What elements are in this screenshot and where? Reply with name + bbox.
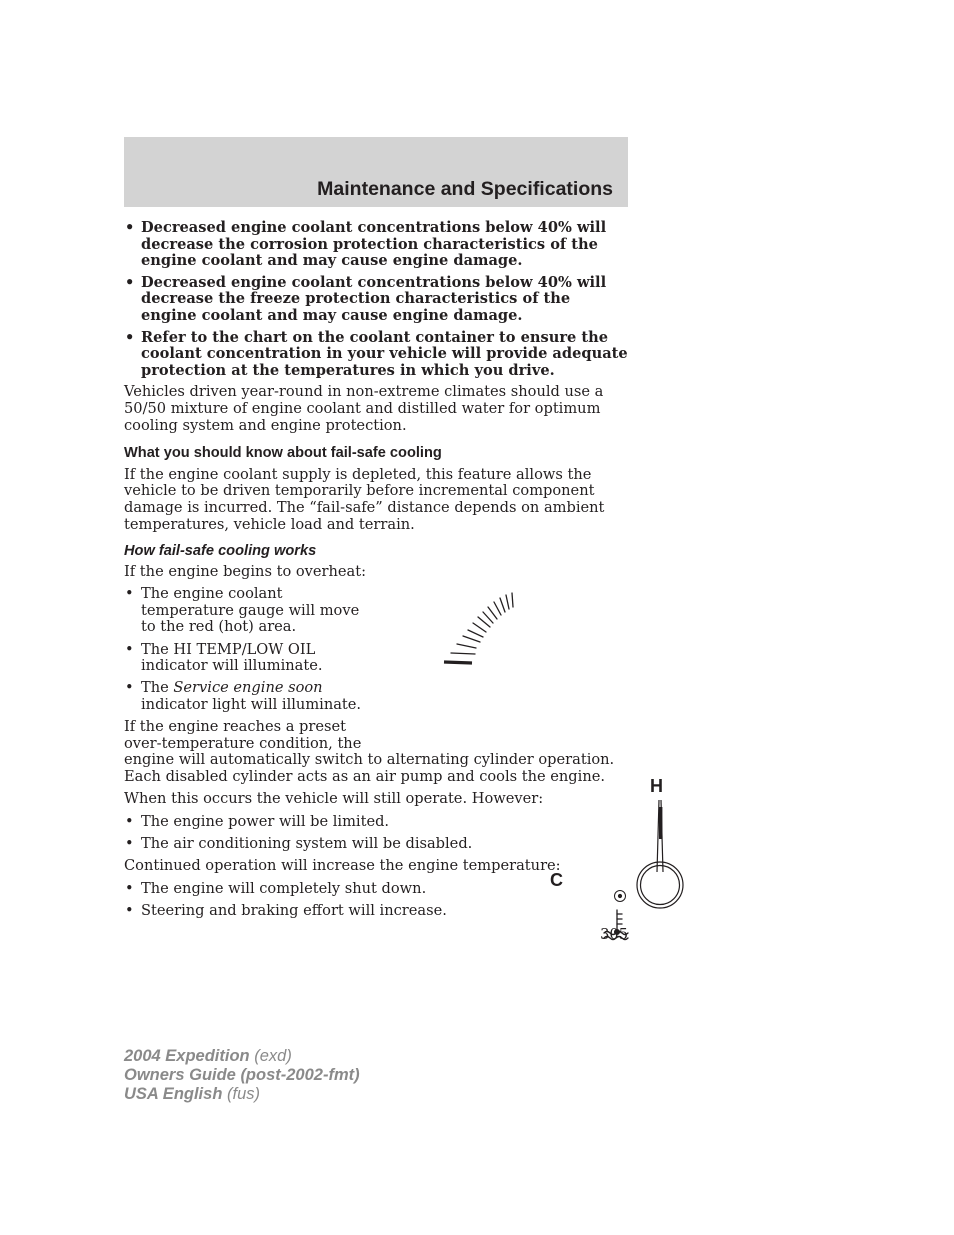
gauge-ticks <box>451 593 513 654</box>
coolant-warning-list <box>124 220 630 379</box>
list-item-suffix: indicator light will illuminate. <box>141 695 362 713</box>
footer-language-code: (fus) <box>222 1085 260 1103</box>
overheat-list <box>124 586 374 713</box>
continued-paragraph: Continued operation will increase the engine temperature: <box>124 857 561 875</box>
section-header-band <box>124 137 628 207</box>
failsafe-heading: What you should know about fail-safe cooling <box>124 445 442 462</box>
footer-language: USA English <box>124 1085 223 1103</box>
list-item: • The air conditioning system will be disabled. <box>124 836 630 853</box>
document-footer <box>124 1047 360 1104</box>
however-list <box>124 814 630 853</box>
footer-guide: Owners Guide (post-2002-fmt) <box>124 1066 360 1084</box>
failsafe-paragraph: If the engine coolant supply is depleted, this feature allows the vehicle to be driven temporarily before incremental component damage is incurred. The “fail-safe” distance depends on ambient temperatures, vehicle load and terrain. <box>124 465 605 533</box>
list-item: • The HI TEMP/LOW OIL indicator will illuminate. <box>124 642 374 675</box>
list-item: • The engine power will be limited. <box>124 814 630 831</box>
how-it-works-heading: How fail-safe cooling works <box>124 543 317 560</box>
page-number: 305 <box>600 926 628 943</box>
preset-line-2: over-temperature condition, the <box>124 734 362 752</box>
overheat-intro: If the engine begins to overheat: <box>124 562 367 580</box>
section-title: Maintenance and Specifications <box>317 178 613 200</box>
service-engine-soon-label: Service engine soon <box>173 679 323 697</box>
still-operate-paragraph: When this occurs the vehicle will still operate. However: <box>124 790 544 808</box>
footer-line-3 <box>124 1085 360 1104</box>
preset-line-1: If the engine reaches a preset <box>124 717 346 735</box>
footer-line-1 <box>124 1047 360 1066</box>
preset-paragraph <box>124 719 630 785</box>
preset-rest: engine will automatically switch to alternating cylinder operation. Each disabled cylinder acts as an air pump and cools the engine. <box>124 751 615 785</box>
list-item <box>124 680 374 713</box>
mixture-paragraph: Vehicles driven year-round in non-extreme climates should use a 50/50 mixture of engine coolant and distilled water for optimum cooling system and engine protection. <box>124 383 604 434</box>
cold-mark <box>444 662 472 663</box>
list-item: • Decreased engine coolant concentrations below 40% will decrease the freeze protection characteristics of the engine coolant and may cause engine damage. <box>124 275 630 325</box>
list-item: • Refer to the chart on the coolant container to ensure the coolant concentration in your vehicle will provide adequate protection at the temperatures in which you drive. <box>124 330 630 380</box>
page-content <box>124 219 663 925</box>
cold-label: C <box>550 870 563 890</box>
list-item: • Steering and braking effort will increase. <box>124 903 630 920</box>
footer-model-code: (exd) <box>249 1047 292 1065</box>
footer-model: 2004 Expedition <box>124 1047 250 1065</box>
footer-line-2 <box>124 1066 360 1085</box>
list-item: • The engine coolant temperature gauge will move to the red (hot) area. <box>124 586 374 636</box>
list-item: • Decreased engine coolant concentrations below 40% will decrease the corrosion protection characteristics of the engine coolant and may cause engine damage. <box>124 220 630 270</box>
list-item: • The engine will completely shut down. <box>124 881 630 898</box>
list-item-prefix: The <box>141 679 174 697</box>
hot-label: H <box>650 776 663 796</box>
temperature-gauge-illustration <box>420 552 663 890</box>
gauge-hub <box>637 862 683 908</box>
